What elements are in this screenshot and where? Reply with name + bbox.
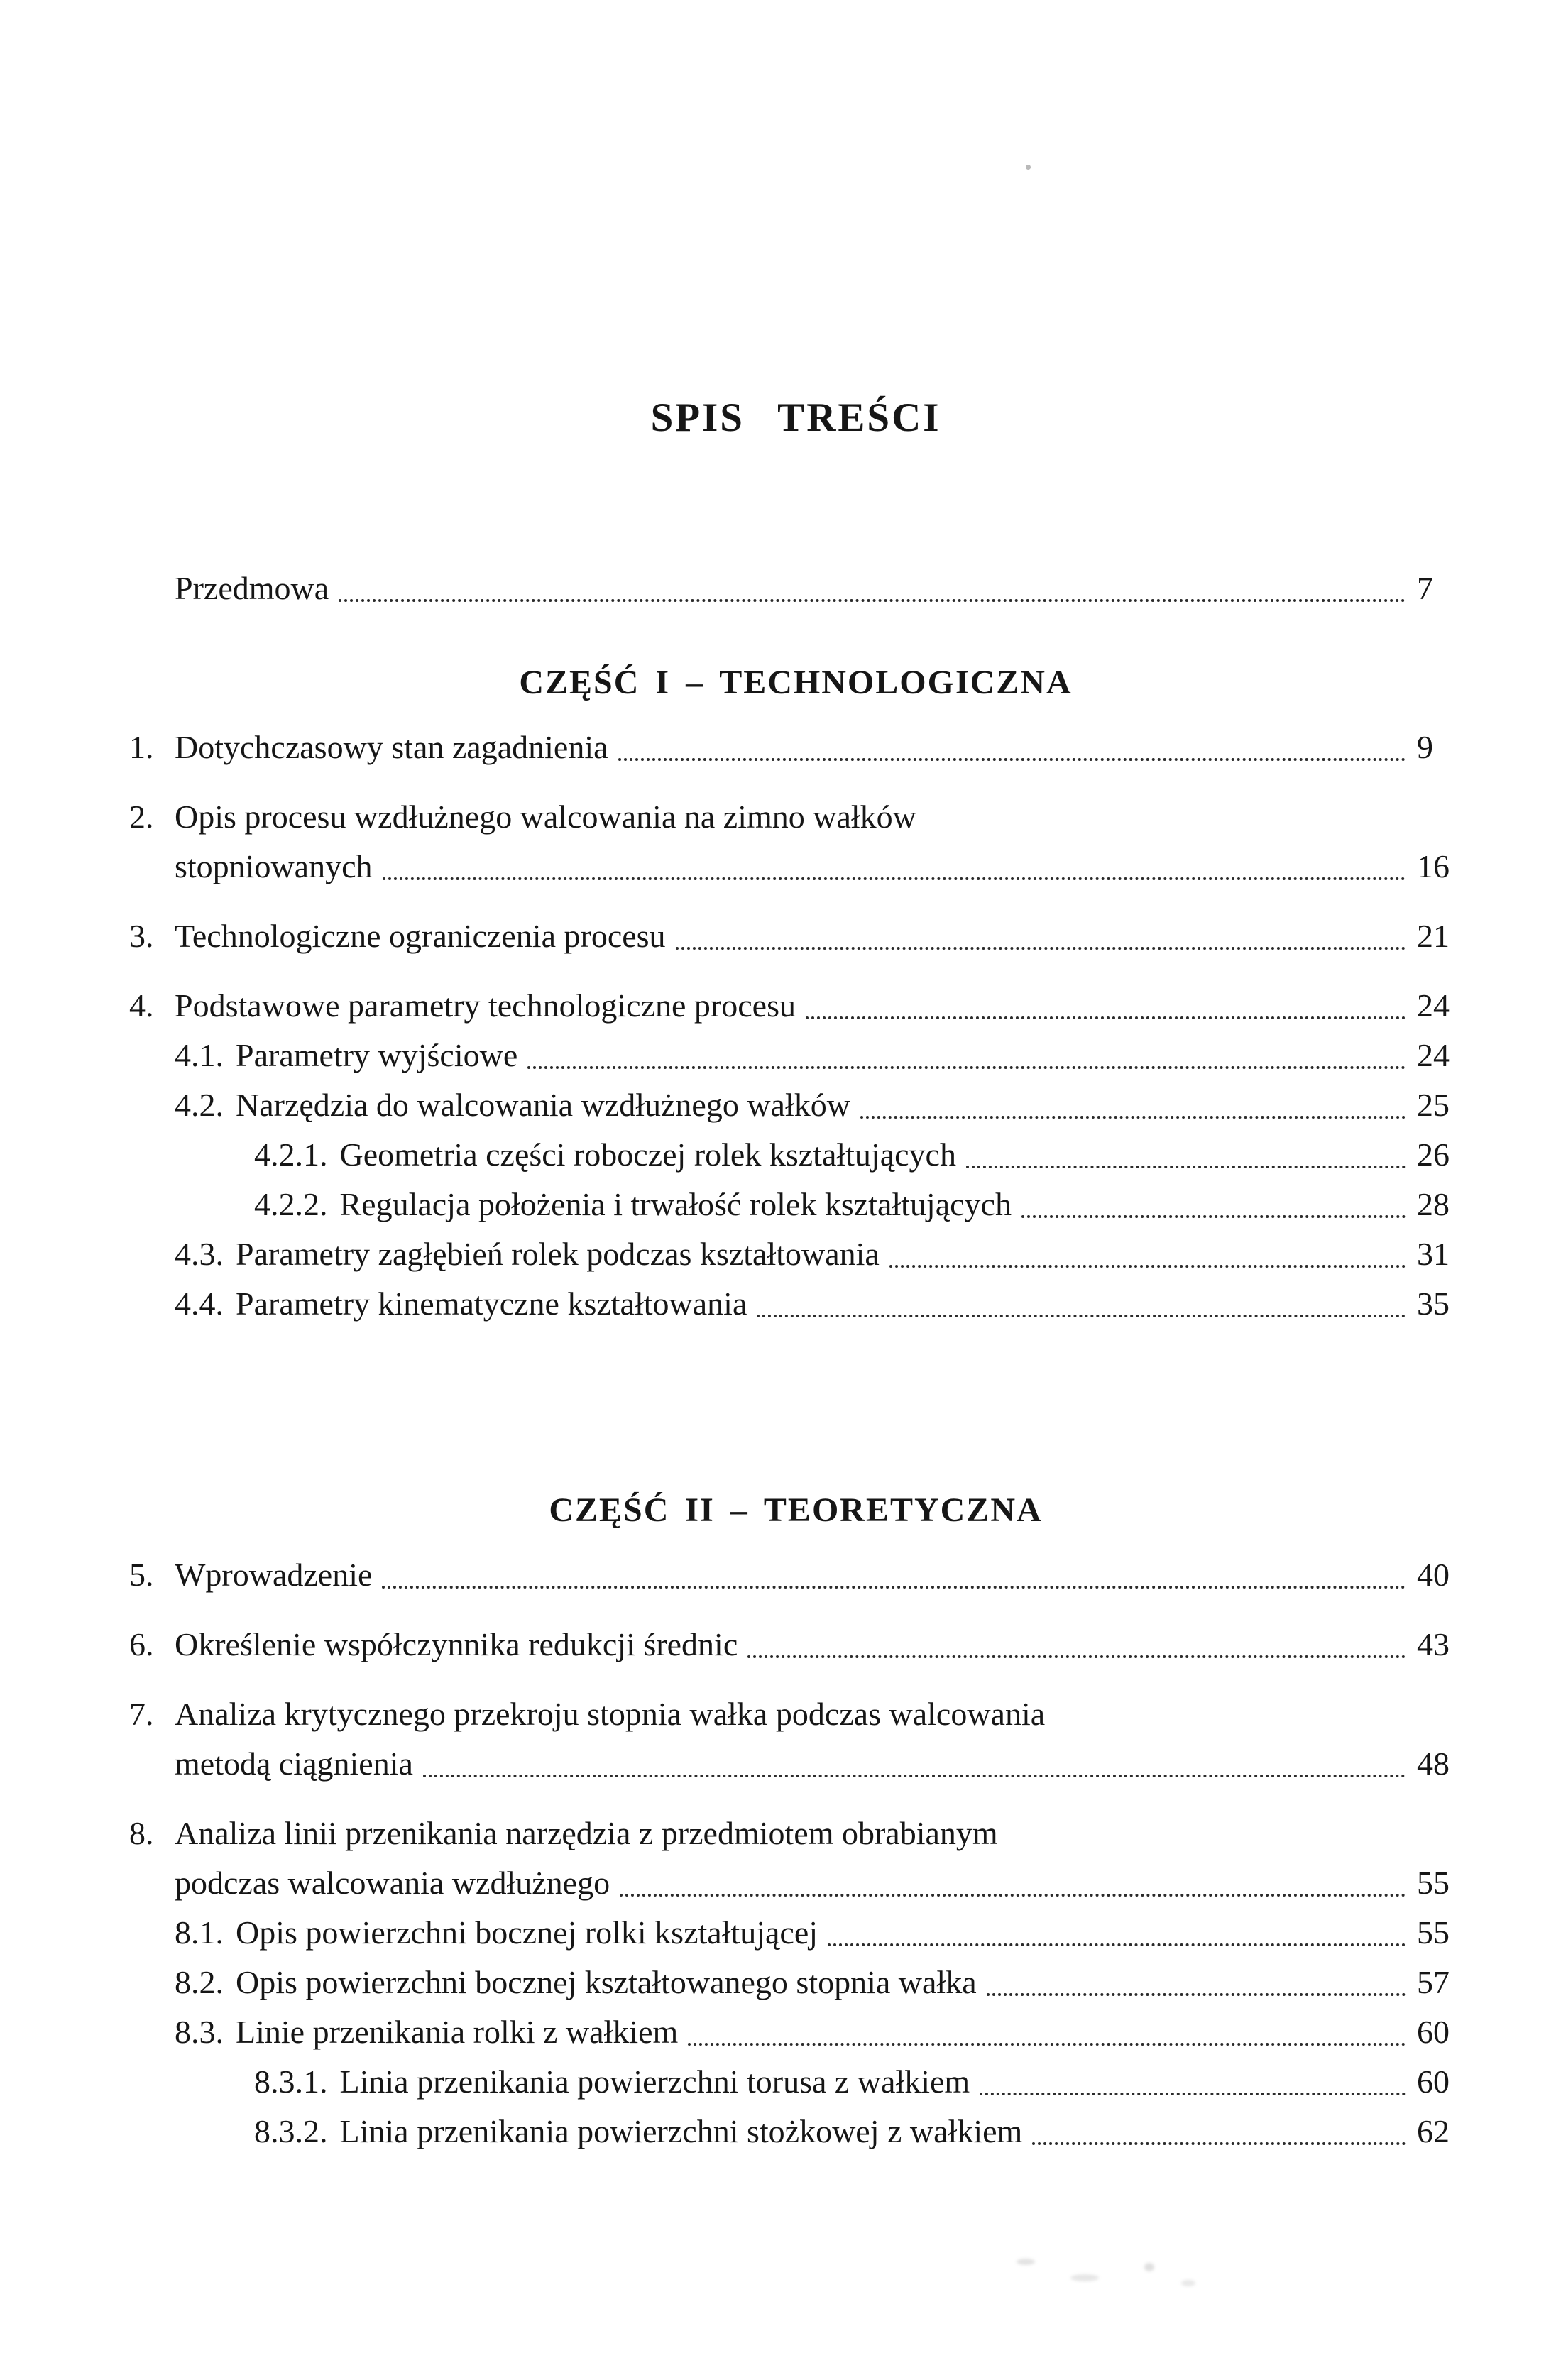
entry-text: Linia przenikania powierzchni torusa z wałkiem bbox=[339, 2063, 970, 2100]
entry-page: 40 bbox=[1417, 1557, 1450, 1593]
entry-text: stopniowanych bbox=[175, 848, 373, 884]
entry-text: Linia przenikania powierzchni stożkowej z wałkiem bbox=[339, 2113, 1023, 2149]
entry-text: Wprowadzenie bbox=[175, 1557, 373, 1593]
entry-page: 25 bbox=[1417, 1087, 1450, 1123]
entry-text: podczas walcowania wzdłużnego bbox=[175, 1865, 610, 1901]
toc-sheet bbox=[129, 0, 1462, 2156]
part-entries bbox=[129, 1550, 1462, 2156]
entry-text: Parametry zagłębień rolek podczas kształtowania bbox=[236, 1236, 880, 1272]
entry-number: 8.3. bbox=[175, 2014, 224, 2050]
toc-entry bbox=[129, 2057, 1462, 2107]
toc-entry-continuation bbox=[129, 1858, 1462, 1908]
scan-artifact bbox=[1070, 2274, 1099, 2281]
page-title: SPIS TREŚCI bbox=[650, 395, 941, 440]
entry-number: 3. bbox=[129, 918, 154, 954]
entry-page: 21 bbox=[1417, 918, 1450, 954]
entry-number: 4.2.1. bbox=[254, 1136, 328, 1173]
toc-entry-continuation bbox=[129, 842, 1462, 892]
entry-text: Narzędzia do walcowania wzdłużnego wałków bbox=[236, 1087, 850, 1123]
dot-leader bbox=[980, 2057, 1406, 2095]
entry-page: 43 bbox=[1417, 1626, 1450, 1662]
dot-leader bbox=[676, 911, 1406, 950]
toc-entry bbox=[129, 2107, 1462, 2156]
toc-entry bbox=[129, 1031, 1462, 1080]
toc-entry bbox=[129, 2007, 1462, 2057]
entry-page: 62 bbox=[1417, 2113, 1450, 2149]
entry-text: Opis powierzchni bocznej kształtowanego stopnia wałka bbox=[236, 1964, 977, 2000]
toc-entry bbox=[129, 1279, 1462, 1329]
entry-number: 4.4. bbox=[175, 1285, 224, 1322]
entry-number: 4.1. bbox=[175, 1037, 224, 1073]
entry-page: 7 bbox=[1417, 570, 1433, 606]
entry-text: Technologiczne ograniczenia procesu bbox=[175, 918, 666, 954]
entry-number: 4.2.2. bbox=[254, 1186, 328, 1222]
toc-entry bbox=[129, 723, 1462, 772]
scan-artifact bbox=[1181, 2280, 1195, 2286]
entry-page: 55 bbox=[1417, 1865, 1450, 1901]
dot-leader bbox=[339, 564, 1406, 602]
entry-text: Dotychczasowy stan zagadnienia bbox=[175, 729, 608, 765]
entry-page: 24 bbox=[1417, 1037, 1450, 1073]
entry-page: 48 bbox=[1417, 1745, 1450, 1782]
toc-part bbox=[129, 663, 1462, 1329]
entry-number: 8. bbox=[129, 1815, 154, 1851]
toc-entry bbox=[129, 1180, 1462, 1229]
entry-page: 35 bbox=[1417, 1285, 1450, 1322]
scan-artifact bbox=[1017, 2259, 1035, 2265]
dot-leader bbox=[688, 2007, 1406, 2046]
entry-text: metodą ciągnienia bbox=[175, 1745, 413, 1782]
entry-number: 4.3. bbox=[175, 1236, 224, 1272]
entry-page: 60 bbox=[1417, 2014, 1450, 2050]
entry-number: 1. bbox=[129, 729, 154, 765]
entry-text: Linie przenikania rolki z wałkiem bbox=[236, 2014, 679, 2050]
entry-text: Geometria części roboczej rolek kształtujących bbox=[339, 1136, 956, 1173]
dot-leader bbox=[383, 842, 1406, 880]
toc-part bbox=[129, 1491, 1462, 2156]
entry-text: Parametry wyjściowe bbox=[236, 1037, 518, 1073]
entry-number: 8.3.1. bbox=[254, 2063, 328, 2100]
dot-leader bbox=[860, 1080, 1406, 1119]
dot-leader bbox=[382, 1550, 1406, 1589]
dot-leader bbox=[618, 723, 1406, 761]
dot-leader bbox=[620, 1858, 1406, 1897]
toc-entry bbox=[129, 911, 1462, 961]
entry-page: 28 bbox=[1417, 1186, 1450, 1222]
toc-entry bbox=[129, 1908, 1462, 1958]
part-heading: CZĘŚĆ II – TEORETYCZNA bbox=[549, 1491, 1043, 1529]
dot-leader bbox=[1021, 1180, 1406, 1218]
part-entries bbox=[129, 723, 1462, 1329]
entry-number: 4.2. bbox=[175, 1087, 224, 1123]
dot-leader bbox=[747, 1620, 1406, 1658]
dot-leader bbox=[1032, 2107, 1406, 2145]
entry-number: 8.1. bbox=[175, 1914, 224, 1951]
entry-number: 5. bbox=[129, 1557, 154, 1593]
entry-text: Przedmowa bbox=[175, 570, 329, 606]
part-heading: CZĘŚĆ I – TECHNOLOGICZNA bbox=[519, 664, 1073, 701]
entry-page: 55 bbox=[1417, 1914, 1450, 1951]
dot-leader bbox=[806, 981, 1406, 1019]
entry-text: Opis powierzchni bocznej rolki kształtującej bbox=[236, 1914, 818, 1951]
toc-entry bbox=[129, 1620, 1462, 1669]
entry-text: Analiza krytycznego przekroju stopnia wałka podczas walcowania bbox=[175, 1696, 1046, 1732]
entry-page: 57 bbox=[1417, 1964, 1450, 2000]
toc-entry bbox=[129, 1229, 1462, 1279]
entry-page: 31 bbox=[1417, 1236, 1450, 1272]
dot-leader bbox=[423, 1739, 1406, 1777]
entry-page: 26 bbox=[1417, 1136, 1450, 1173]
toc-entry-preface bbox=[129, 564, 1462, 613]
toc-entry bbox=[129, 1958, 1462, 2007]
toc-entry-continuation bbox=[129, 1739, 1462, 1789]
entry-page: 9 bbox=[1417, 729, 1433, 765]
toc-parts bbox=[129, 663, 1462, 2156]
entry-text: Opis procesu wzdłużnego walcowania na zimno wałków bbox=[175, 799, 916, 835]
entry-page: 16 bbox=[1417, 848, 1450, 884]
entry-number: 4. bbox=[129, 987, 154, 1024]
toc-entry bbox=[129, 1080, 1462, 1130]
toc-entry bbox=[129, 1550, 1462, 1600]
entry-page: 24 bbox=[1417, 987, 1450, 1024]
entry-number: 6. bbox=[129, 1626, 154, 1662]
entry-number: 8.3.2. bbox=[254, 2113, 328, 2149]
toc-entry bbox=[129, 981, 1462, 1031]
toc-entry bbox=[129, 1130, 1462, 1180]
scan-artifact bbox=[1144, 2263, 1154, 2271]
entry-text: Analiza linii przenikania narzędzia z przedmiotem obrabianym bbox=[175, 1815, 998, 1851]
entry-text: Określenie współczynnika redukcji średnic bbox=[175, 1626, 738, 1662]
entry-number: 7. bbox=[129, 1696, 154, 1732]
dot-leader bbox=[527, 1031, 1406, 1069]
entry-page: 60 bbox=[1417, 2063, 1450, 2100]
dot-leader bbox=[889, 1229, 1406, 1268]
entry-number: 2. bbox=[129, 799, 154, 835]
dot-leader bbox=[987, 1958, 1406, 1996]
entry-number: 8.2. bbox=[175, 1964, 224, 2000]
dot-leader bbox=[828, 1908, 1406, 1946]
toc-entry bbox=[129, 1809, 1462, 1858]
dot-leader bbox=[966, 1130, 1406, 1168]
toc-entry bbox=[129, 1689, 1462, 1739]
dot-leader bbox=[757, 1279, 1406, 1317]
toc-entry bbox=[129, 792, 1462, 842]
entry-text: Podstawowe parametry technologiczne procesu bbox=[175, 987, 796, 1024]
entry-text: Parametry kinematyczne kształtowania bbox=[236, 1285, 747, 1322]
entry-text: Regulacja położenia i trwałość rolek kształtujących bbox=[339, 1186, 1012, 1222]
